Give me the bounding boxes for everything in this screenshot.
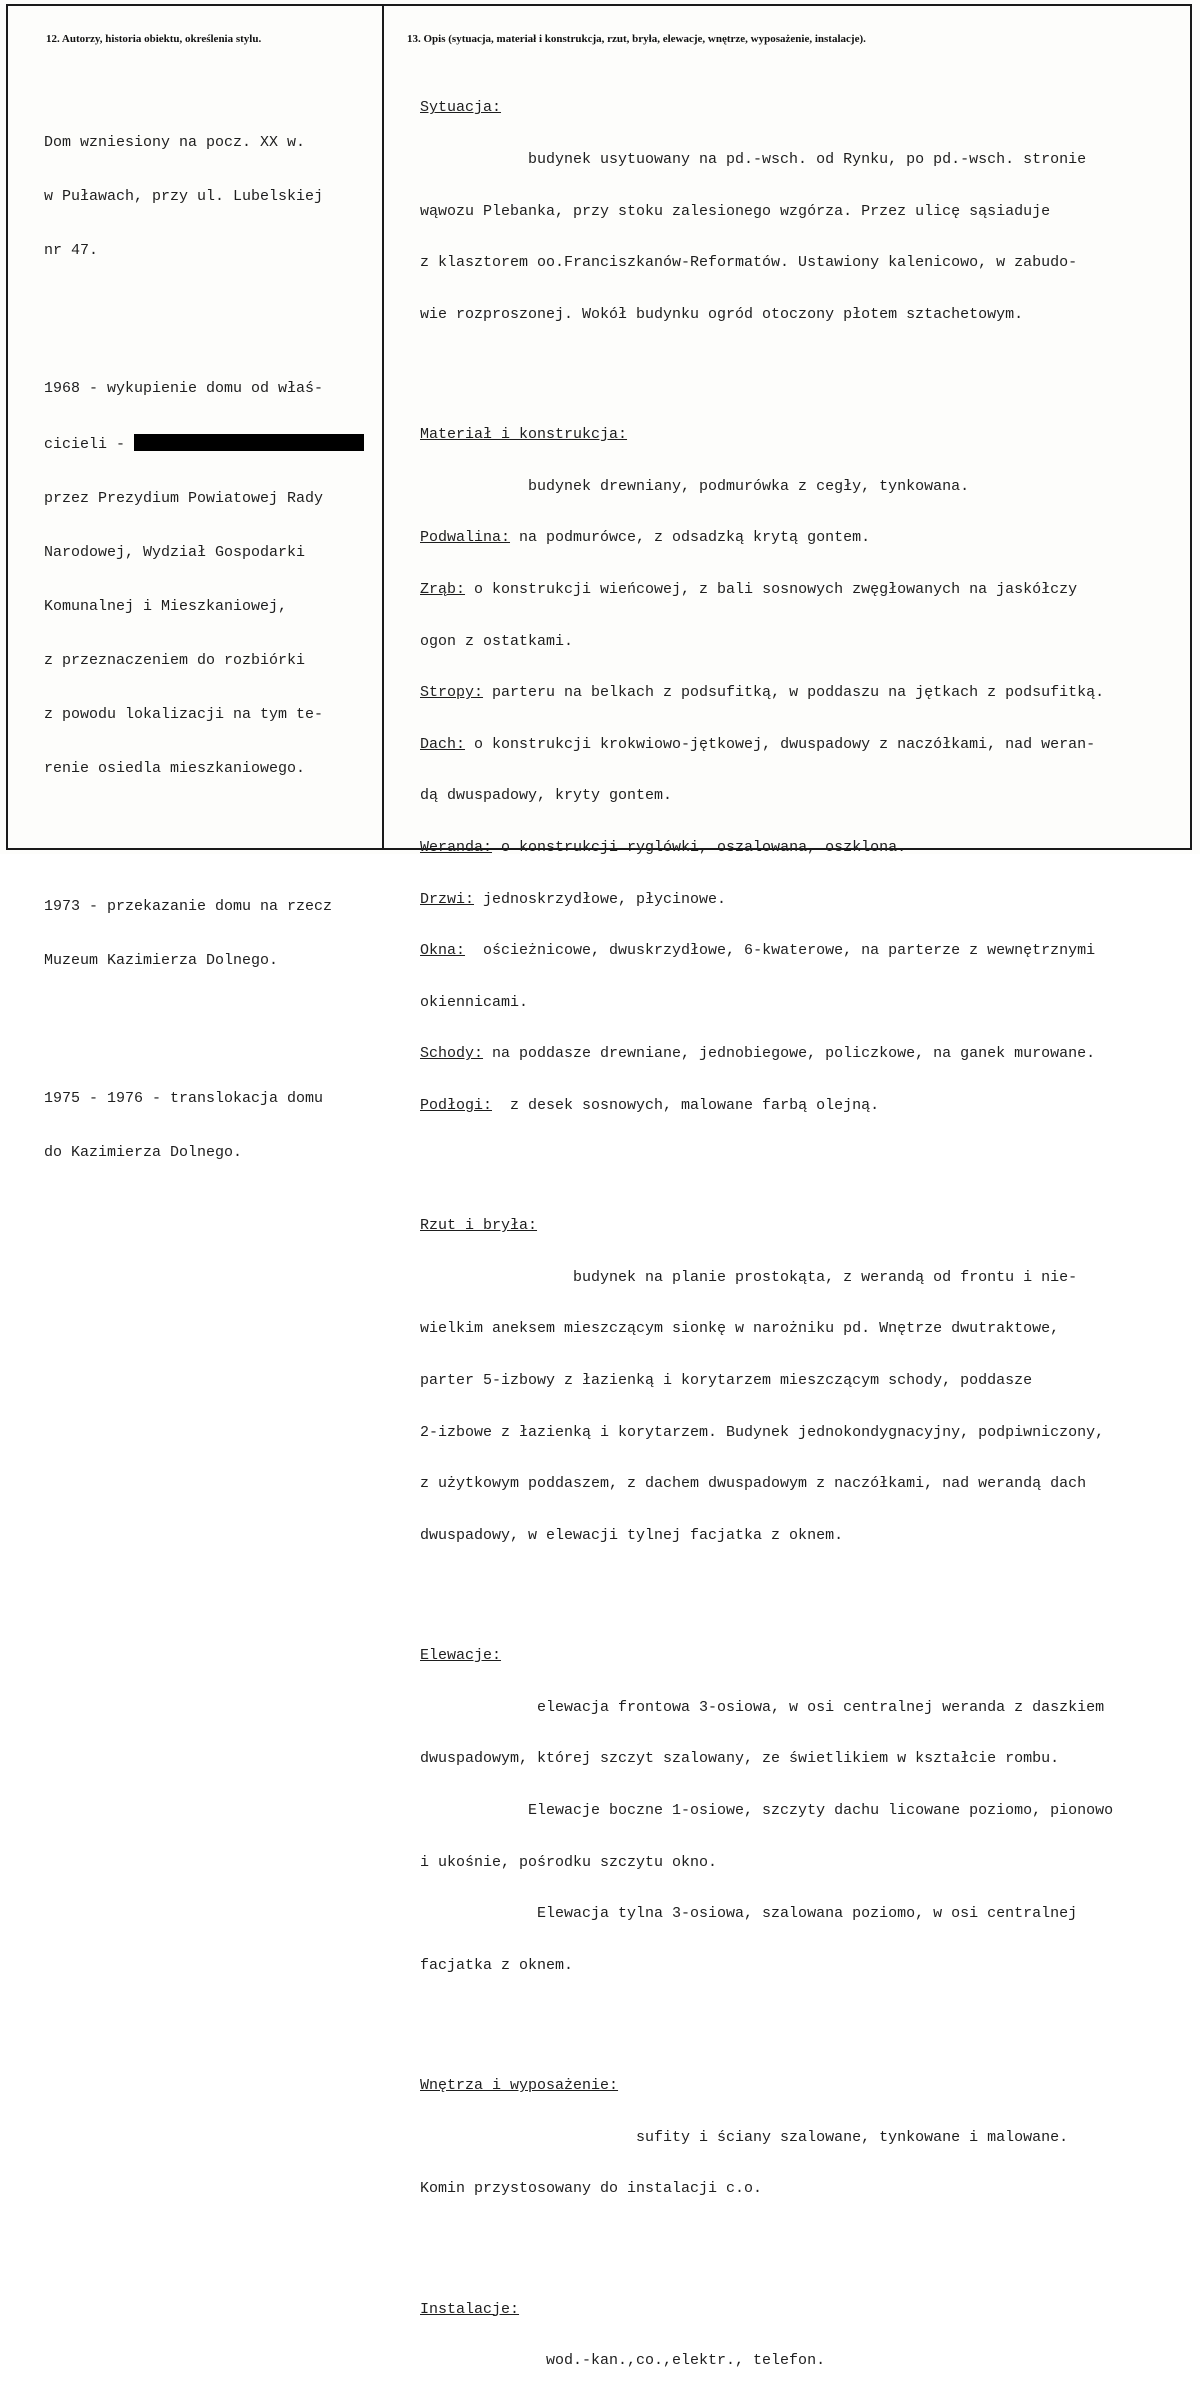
item-label: Zrąb: [420, 580, 466, 598]
item-label: Dach: [420, 735, 466, 753]
description-column: Sytuacja: budynek usytuowany na pd.-wsch. od Rynku, po pd.-wsch. stronie wąwozu Plebanka, przy stoku zalesionego wzgórza. Przez ulicę sąsiaduje z klasztorem oo.Franciszkanów-Reformatów. Ustawiony kalenicowo, w zabudo- wie rozproszonej. Wokół budynku ogród otoczony płotem sztachetowym. Materiał i konstrukcja: budynek drewniany, podmurówka z cegły, tynkowana. Podwalina: na podmurówce, z odsadzką krytą gontem. Zrąb: o konstrukcji wieńcowej, z bali sosnowych zwęgłowanych na jaskółczy ogon z ostatkami. Stropy: parteru na belkach z podsufitką, w poddaszu na jętkach z podsufitką. Dach: o konstrukcji krokwiowo-jętkowej, dwuspadowy z naczółkami, nad weran- dą dwuspadowy, kryty gontem. Weranda: o konstrukcji ryglówki, oszalowana, oszklona. Drzwi: jednoskrzydłowe, płycinowe. Okna: ościeżnicowe, dwuskrzydłowe, 6-kwaterowe, na parterze z wewnętrznymi okiennicami. Schody: na poddasze drewniane, jednobiegowe, policzkowe, na ganek murowane. Podłogi: z desek sosnowych, malowane farbą olejną. Rzut i bryła: budynek na planie prostokąta, z werandą od frontu i nie- wielkim aneksem mieszczącym sionkę w narożniku pd. Wnętrze dwutraktowe, parter 5-izbowy z łazienką i korytarzem mieszczącym schody, poddasze 2-izbowe z łazienką i korytarzem. Budynek jednokondygnacyjny, podpiwniczony, z użytkowym poddaszem, z dachem dwuspadowym z naczółkami, nad werandą dach dwuspadowy, w elewacji tylnej facjatka z oknem. Elewacje: elewacja frontowa 3-osiowa, w osi centralnej weranda z daszkiem dwuspadowym, której szczyt szalowany, ze świetlikiem w kształcie rombu. Elewacje boczne 1-osiowe, szczyty dachu licowane poziomo, pionowo i ukośnie, pośrodku szczytu okno. Elewacja tylna 3-osiowa, szalowana poziomo, w osi centralnej facjatka z oknem. Wnętrza i wyposażenie: sufity i ściany szalowane, tynkowane i malowane. Komin przystosowany do instalacji c.o. Instalacje: wod.-kan.,co.,elektr., telefon. [420, 99, 1114, 2370]
item-label: Podłogi: [420, 1096, 493, 1114]
section-heading-material: Materiał i konstrukcja: [420, 426, 628, 444]
section-heading-sytuacja: Sytuacja: [420, 99, 502, 117]
redaction-bar [134, 434, 364, 451]
history-paragraph-1968: 1968 - wykupienie domu od właś- cicieli - przez Prezydium Powiatowej Rady Narodowej, Wydział Gospodarki Komunalnej i Mieszkaniowej, z przeznaczeniem do rozbiórki z powodu lokalizacji na tym te- renie osiedla mieszkaniowego. [44, 344, 364, 814]
item-label: Podwalina: [420, 529, 511, 547]
history-column [44, 62, 364, 1246]
item-label: Schody: [420, 1045, 484, 1063]
item-label: Okna: [420, 942, 466, 960]
section-heading-elewacje: Elewacje: [420, 1647, 502, 1665]
section-heading-wnetrza: Wnętrza i wyposażenie: [420, 2077, 619, 2095]
column-divider [382, 4, 384, 850]
section-heading-rzut: Rzut i bryła: [420, 1217, 538, 1235]
history-paragraph-1975: 1975 - 1976 - translokacja domu do Kazimierza Dolnego. [44, 1090, 324, 1161]
item-label: Weranda: [420, 838, 493, 856]
section-heading-instalacje: Instalacje: [420, 2300, 520, 2318]
item-label: Stropy: [420, 684, 484, 702]
right-column-header: 13. Opis (sytuacja, materiał i konstrukcja, rzut, bryła, elewacje, wnętrze, wyposażenie, instalacje). [407, 33, 866, 45]
history-paragraph-1973: 1973 - przekazanie domu na rzecz Muzeum Kazimierza Dolnego. [44, 898, 333, 969]
history-paragraph-origin: Dom wzniesiony na pocz. XX w. w Puławach, przy ul. Lubelskiej nr 47. [44, 134, 324, 259]
item-label: Drzwi: [420, 890, 475, 908]
left-column-header: 12. Autorzy, historia obiektu, określenia stylu. [46, 33, 262, 45]
